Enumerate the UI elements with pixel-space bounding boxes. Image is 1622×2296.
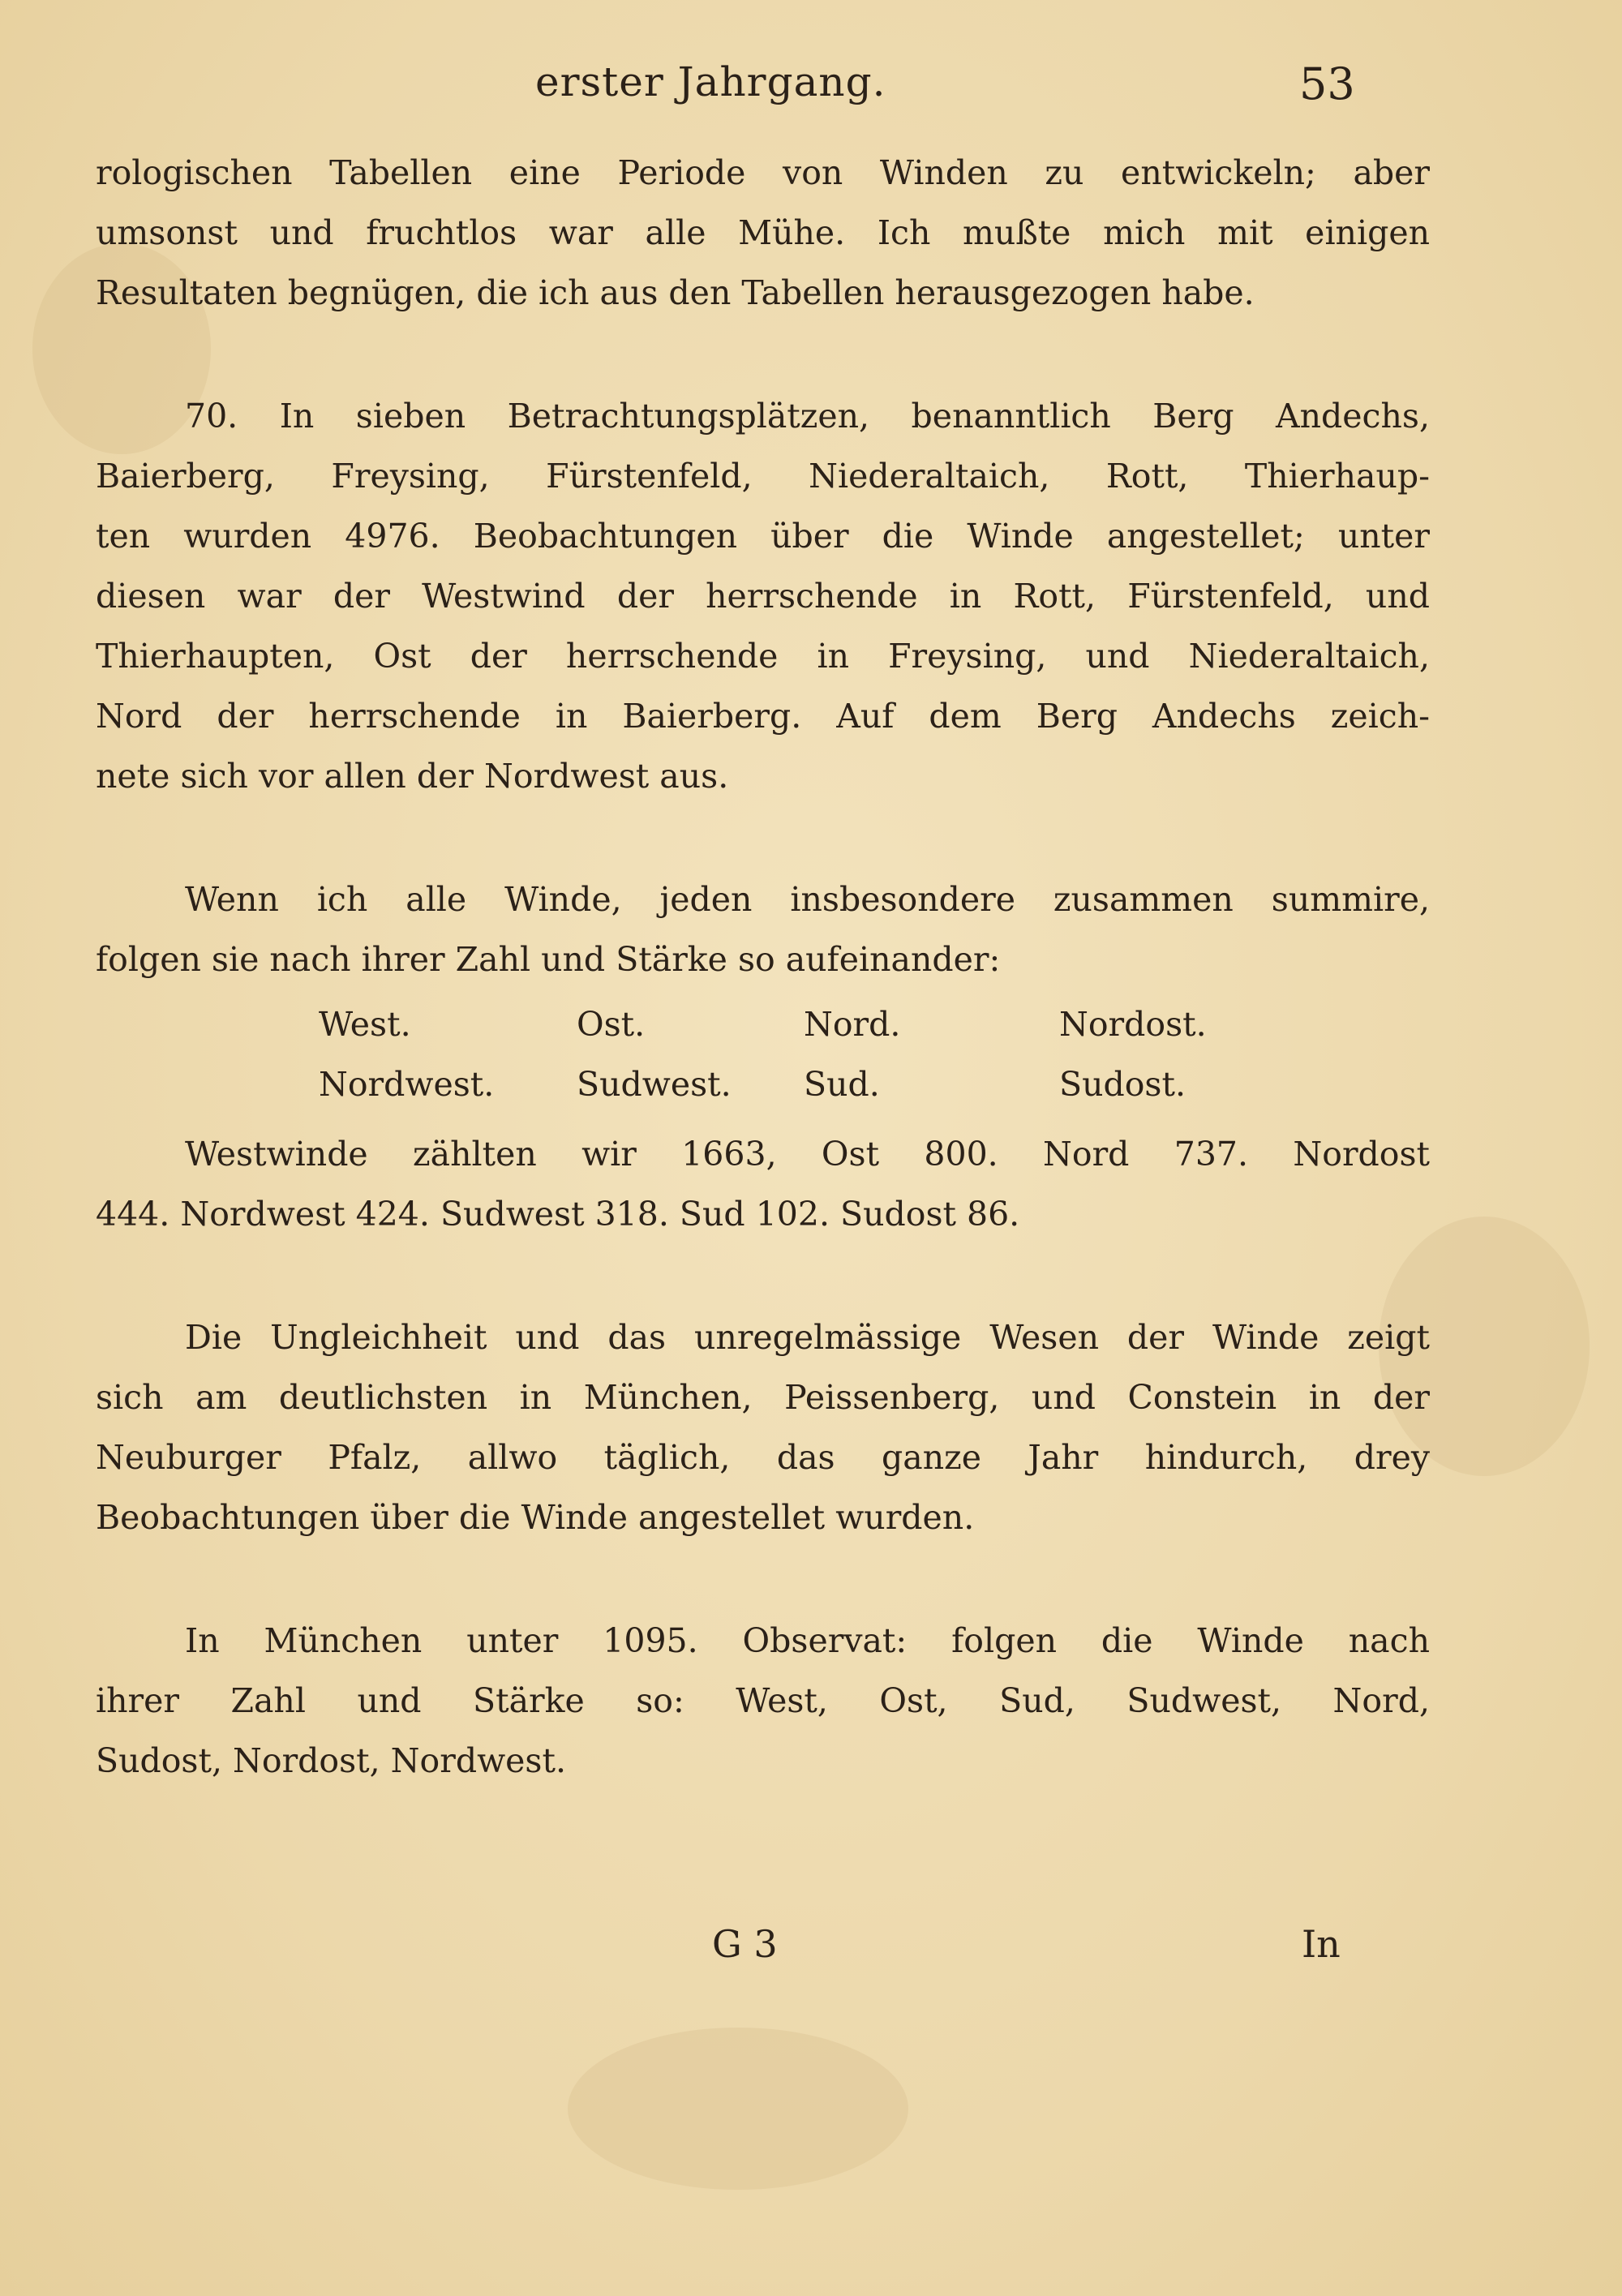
table-cell: Nordwest.	[319, 1065, 495, 1104]
paragraph-section-70	[96, 386, 1430, 806]
paragraph-irregularity	[96, 1307, 1430, 1547]
running-head: erster Jahrgang.	[535, 58, 886, 105]
table-cell: Nordost.	[1059, 1005, 1207, 1044]
table-cell: Sudwest.	[577, 1065, 732, 1104]
page-header	[0, 58, 1622, 123]
text-line: Die Ungleichheit und das unregelmässige Wesen der Winde zeigt	[185, 1318, 1430, 1357]
catchword: In	[1302, 1922, 1341, 1966]
body-text	[96, 143, 1430, 1854]
text-line: sich am deutlichsten in München, Peissenberg, und Constein in der	[96, 1378, 1430, 1417]
text-line: Resultaten begnügen, die ich aus den Tabellen herausgezogen habe.	[96, 273, 1255, 312]
paragraph-continuation	[96, 143, 1430, 323]
text-line: umsonst und fruchtlos war alle Mühe. Ich mußte mich mit einigen	[96, 213, 1430, 252]
text-line: diesen war der Westwind der herrschende in Rott, Fürstenfeld, und	[96, 577, 1430, 616]
text-line: Baierberg, Freysing, Fürstenfeld, Niederaltaich, Rott, Thierhaup-	[96, 457, 1430, 496]
text-line: 444. Nordwest 424. Sudwest 318. Sud 102. Sudost 86.	[96, 1195, 1020, 1234]
table-cell: Sud.	[804, 1065, 880, 1104]
table-cell: Nord.	[804, 1005, 901, 1044]
text-line: Thierhaupten, Ost der herrschende in Freysing, und Niederaltaich,	[96, 637, 1430, 676]
table-cell: Sudost.	[1059, 1065, 1186, 1104]
text-line: Nord der herrschende in Baierberg. Auf dem Berg Andechs zeich-	[96, 697, 1430, 736]
paragraph-wind-order-intro	[96, 869, 1430, 989]
table-cell: West.	[319, 1005, 411, 1044]
page-number: 53	[1299, 58, 1355, 109]
page-footer	[0, 1922, 1622, 1987]
paragraph-wind-counts	[96, 1124, 1430, 1244]
signature-mark: G 3	[712, 1922, 778, 1966]
text-line: 70. In sieben Betrachtungsplätzen, benanntlich Berg Andechs,	[185, 397, 1430, 436]
text-line: nete sich vor allen der Nordwest aus.	[96, 757, 729, 796]
text-line: Neuburger Pfalz, allwo täglich, das ganze Jahr hindurch, drey	[96, 1438, 1430, 1477]
table-cell: Ost.	[577, 1005, 646, 1044]
text-line: Sudost, Nordost, Nordwest.	[96, 1741, 566, 1780]
text-line: rologischen Tabellen eine Periode von Winden zu entwickeln; aber	[96, 153, 1430, 192]
text-line: Westwinde zählten wir 1663, Ost 800. Nord 737. Nordost	[185, 1135, 1430, 1174]
text-line: Wenn ich alle Winde, jeden insbesondere zusammen summire,	[185, 880, 1430, 919]
text-line: Beobachtungen über die Winde angestellet wurden.	[96, 1498, 975, 1537]
text-line: ihrer Zahl und Stärke so: West, Ost, Sud, Sudwest, Nord,	[96, 1681, 1430, 1720]
text-line: In München unter 1095. Observat: folgen die Winde nach	[185, 1621, 1430, 1660]
paper-stain	[568, 2028, 908, 2190]
table-row	[96, 994, 1430, 1054]
table-row	[96, 1054, 1430, 1114]
text-line: ten wurden 4976. Beobachtungen über die Winde angestellet; unter	[96, 517, 1430, 556]
text-line: folgen sie nach ihrer Zahl und Stärke so aufeinander:	[96, 940, 1001, 979]
paragraph-munich	[96, 1611, 1430, 1791]
wind-order-table	[96, 994, 1430, 1114]
